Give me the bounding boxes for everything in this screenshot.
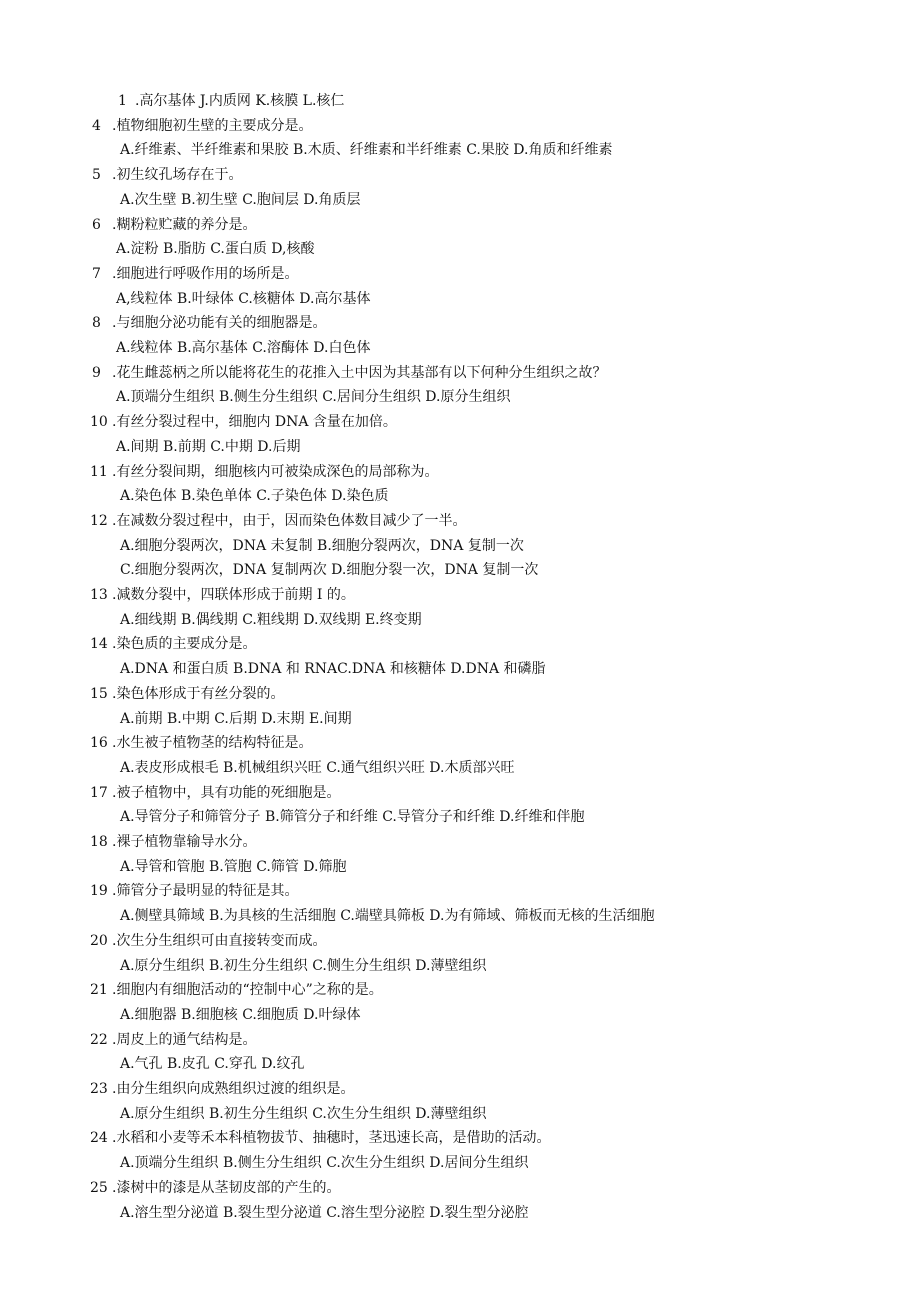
question-number: 20 [90, 932, 108, 949]
question-text: .周皮上的通气结构是。 [112, 1031, 257, 1048]
question-text: .水生被子植物茎的结构特征是。 [112, 735, 313, 752]
question-number: 23 [90, 1081, 108, 1097]
question-text: .在减数分裂过程中，由于，因而染色体数目减少了一半。 [112, 512, 467, 529]
answer-options: C.细胞分裂两次，DNA 复制两次 D.细胞分裂一次，DNA 复制一次 [120, 562, 539, 579]
question-number: 14 [90, 636, 108, 653]
answer-options: A.DNA 和蛋白质 B.DNA 和 RNAC.DNA 和核糖体 D.DNA 和磷脂 [120, 661, 546, 678]
answer-options: A.侧壁具筛域 B.为具核的生活细胞 C.端壁具筛板 D.为有筛域、筛板而无核的生活细胞 [120, 908, 655, 925]
question-text: .与细胞分泌功能有关的细胞器是。 [112, 315, 327, 332]
question-text: .水稻和小麦等禾本科植物拔节、抽穗时，茎迅速长高，是借助的活动。 [112, 1130, 551, 1147]
question-text: .植物细胞初生壁的主要成分是。 [112, 117, 313, 134]
answer-options: A.气孔 B.皮孔 C.穿孔 D.纹孔 [120, 1056, 305, 1073]
question-number: 19 [90, 883, 108, 900]
question-text: .筛管分子最明显的特征是其。 [112, 883, 299, 900]
question-text: .初生纹孔场存在于。 [112, 167, 243, 184]
question-text: .染色体形成于有丝分裂的。 [112, 685, 285, 702]
question-number: 1 [118, 93, 127, 109]
question-text: .由分生组织向成熟组织过渡的组织是。 [112, 1081, 355, 1097]
question-text: .有丝分裂间期，细胞核内可被染成深色的局部称为。 [112, 463, 439, 480]
question-text: .被子植物中，具有功能的死细胞是。 [112, 784, 341, 801]
question-text: .细胞进行呼吸作用的场所是。 [112, 265, 299, 282]
answer-options: A.原分生组织 B.初生分生组织 C.次生分生组织 D.薄壁组织 [120, 1105, 487, 1122]
question-number: 4 [92, 117, 101, 134]
question-number: 9 [92, 364, 101, 381]
question-text: .细胞内有细胞活动的“控制中心”之称的是。 [112, 982, 383, 999]
answer-options: A.染色体 B.染色单体 C.子染色体 D.染色质 [120, 488, 389, 505]
question-number: 16 [90, 735, 108, 752]
question-number: 25 [90, 1179, 108, 1196]
question-number: 11 [90, 463, 108, 480]
question-number: 13 [90, 587, 108, 603]
answer-options: A.导管和管胞 B.管胞 C.筛管 D.筛胞 [120, 858, 347, 875]
answer-options: A.顶端分生组织 B.侧生分生组织 C.居间分生组织 D.原分生组织 [116, 389, 511, 406]
answer-options: A.原分生组织 B.初生分生组织 C.侧生分生组织 D.薄壁组织 [120, 957, 487, 974]
question-number: 7 [92, 265, 101, 282]
question-text: .花生雌蕊柄之所以能将花生的花推入土中因为其基部有以下何种分生组织之故？ [112, 364, 607, 381]
answer-options: A,线粒体 B.叶绿体 C.核糖体 D.高尔基体 [116, 290, 371, 307]
answer-options: A.纤维素、半纤维素和果胶 B.木质、纤维素和半纤维素 C.果胶 D.角质和纤维素 [120, 142, 613, 159]
answer-options: A.淀粉 B.脂肪 C.蛋白质 D,核酸 [116, 241, 315, 258]
question-number: 17 [90, 784, 108, 801]
answer-options: A.表皮形成根毛 B.机械组织兴旺 C.通气组织兴旺 D.木质部兴旺 [120, 759, 515, 776]
question-text: .漆树中的漆是从茎韧皮部的产生的。 [112, 1179, 341, 1196]
answer-options: A.导管分子和筛管分子 B.筛管分子和纤维 C.导管分子和纤维 D.纤维和伴胞 [120, 809, 585, 826]
question-text: .次生分生组织可由直接转变而成。 [112, 932, 327, 949]
question-number: 10 [90, 414, 108, 431]
question-number: 5 [92, 167, 101, 184]
question-text: .糊粉粒贮藏的养分是。 [112, 216, 257, 233]
question-text: .染色质的主要成分是。 [112, 636, 257, 653]
answer-options: A.溶生型分泌道 B.裂生型分泌道 C.溶生型分泌腔 D.裂生型分泌腔 [120, 1204, 529, 1221]
answer-options: A.细线期 B.偶线期 C.粗线期 D.双线期 E.终变期 [120, 611, 422, 628]
question-number: 6 [92, 216, 101, 233]
question-number: 21 [90, 982, 108, 999]
question-number: 22 [90, 1031, 108, 1048]
question-text: .裸子植物靠输导水分。 [112, 834, 257, 850]
question-number: 24 [90, 1130, 108, 1147]
question-text: .减数分裂中，四联体形成于前期 I 的。 [112, 587, 355, 603]
answer-options: A.顶端分生组织 B.侧生分生组织 C.次生分生组织 D.居间分生组织 [120, 1155, 529, 1172]
answer-options: A.线粒体 B.高尔基体 C.溶酶体 D.白色体 [116, 340, 371, 356]
question-number: 18 [90, 834, 108, 850]
question-number: 12 [90, 512, 108, 529]
question-number: 15 [90, 685, 108, 702]
answer-options: A.次生壁 B.初生壁 C.胞间层 D.角质层 [120, 191, 361, 208]
answer-options: A.间期 B.前期 C.中期 D.后期 [116, 438, 301, 455]
question-text: .有丝分裂过程中，细胞内 DNA 含量在加倍。 [112, 414, 397, 431]
answer-options: A.细胞器 B.细胞核 C.细胞质 D.叶绿体 [120, 1006, 361, 1023]
question-text: .高尔基体 J.内质网 K.核膜 L.核仁 [135, 93, 345, 109]
question-number: 8 [92, 315, 101, 332]
answer-options: A.细胞分裂两次，DNA 未复制 B.细胞分裂两次，DNA 复制一次 [120, 537, 524, 554]
answer-options: A.前期 B.中期 C.后期 D.末期 E.间期 [120, 710, 352, 727]
